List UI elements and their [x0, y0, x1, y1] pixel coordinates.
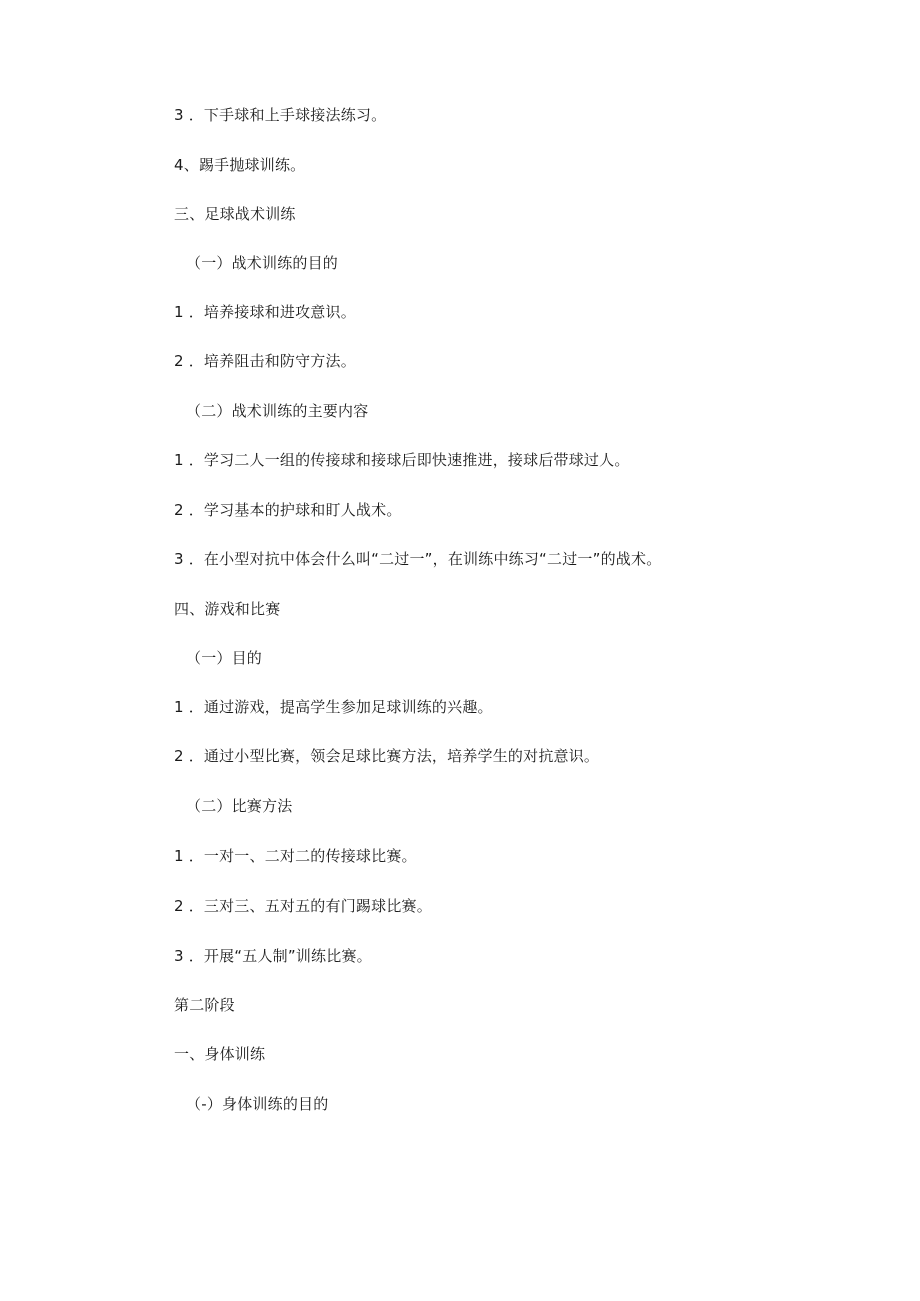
list-item-five-a-side: 3 ．开展“五人制”训练比赛。 — [174, 947, 372, 965]
list-item-two-versus-one: 3 ．在小型对抗中体会什么叫“二过一”，在训练中练习“二过一”的战术。 — [174, 550, 662, 568]
list-item-one-on-one: 1 ．一对一、二对二的传接球比赛。 — [174, 847, 417, 865]
section-heading-physical: 一、身体训练 — [174, 1045, 266, 1063]
list-item-small-match: 2 ．通过小型比赛，领会足球比赛方法，培养学生的对抗意识。 — [174, 747, 600, 765]
list-item-pass-and-advance: 1 ．学习二人一组的传接球和接球后即快速推进，接球后带球过人。 — [174, 451, 630, 469]
list-item-interest: 1 ．通过游戏，提高学生参加足球训练的兴趣。 — [174, 698, 493, 716]
section-heading-tactics: 三、足球战术训练 — [174, 205, 296, 223]
list-item-three-on-three: 2 ．三对三、五对五的有门踢球比赛。 — [174, 897, 432, 915]
subsection-heading-match-methods: （二）比赛方法 — [186, 797, 293, 815]
subsection-heading-tactics-content: （二）战术训练的主要内容 — [186, 402, 369, 420]
list-item-defense-methods: 2 ．培养阻击和防守方法。 — [174, 352, 356, 370]
list-item-attack-awareness: 1 ．培养接球和进攻意识。 — [174, 303, 356, 321]
stage-heading: 第二阶段 — [174, 996, 235, 1014]
subsection-heading-games-purpose: （一）目的 — [186, 649, 263, 667]
list-item-shielding-marking: 2 ．学习基本的护球和盯人战术。 — [174, 501, 402, 519]
subsection-heading-physical-purpose: （-）身体训练的目的 — [186, 1095, 329, 1113]
list-item-punt-training: 4、踢手抛球训练。 — [174, 156, 306, 174]
subsection-heading-tactics-purpose: （一）战术训练的目的 — [186, 254, 339, 272]
section-heading-games: 四、游戏和比赛 — [174, 600, 281, 618]
list-item-catching-practice: 3 ．下手球和上手球接法练习。 — [174, 106, 387, 124]
